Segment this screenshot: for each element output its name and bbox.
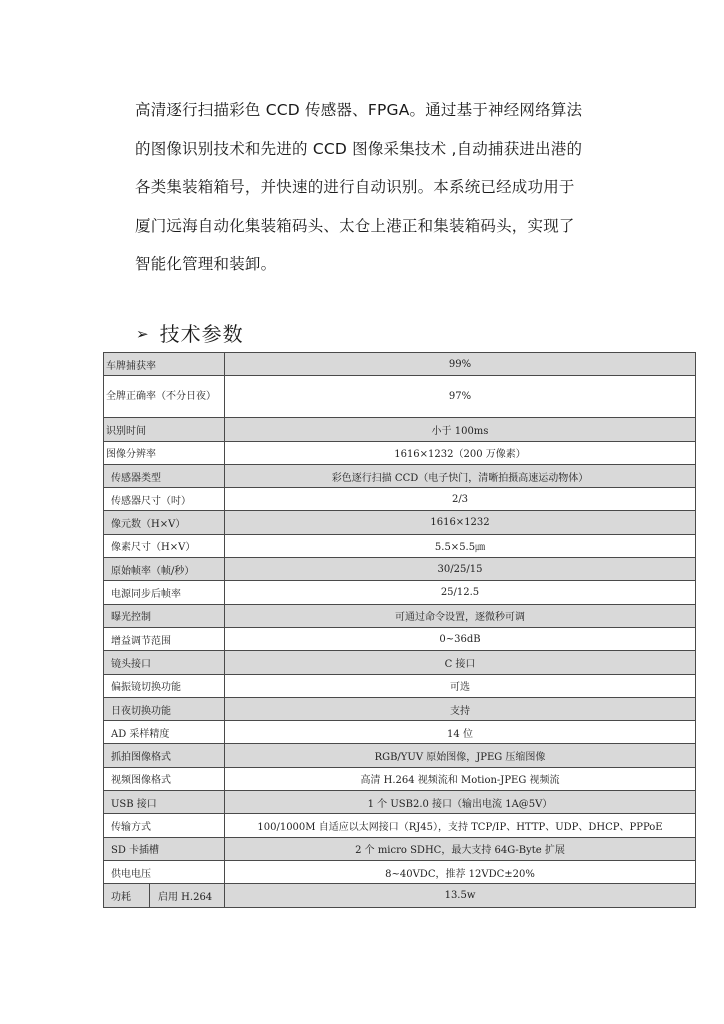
- row-label: 供电电压: [104, 860, 225, 883]
- row-label: 增益调节范围: [104, 627, 225, 650]
- table-row: [104, 558, 696, 581]
- intro-line: 各类集装箱箱号，并快速的进行自动识别。本系统已经成功用于: [135, 178, 575, 196]
- row-value: 可通过命令设置，逐微秒可调: [225, 604, 696, 627]
- row-label: 原始帧率（帧/秒）: [104, 558, 225, 581]
- row-label: 识别时间: [104, 418, 225, 441]
- row-value: 2/3: [225, 488, 696, 511]
- row-label: AD 采样精度: [104, 721, 225, 744]
- row-value: 8~40VDC，推荐 12VDC±20%: [225, 860, 696, 883]
- table-row: [104, 814, 696, 837]
- row-label: 像元数（H×V）: [104, 511, 225, 534]
- row-value: 2 个 micro SDHC，最大支持 64G-Byte 扩展: [225, 837, 696, 860]
- table-row: [104, 604, 696, 627]
- row-label: 像素尺寸（H×V）: [104, 534, 225, 557]
- row-label: 车牌捕获率: [104, 353, 225, 376]
- section-title: 技术参数: [159, 322, 244, 346]
- row-value: 小于 100ms: [225, 418, 696, 441]
- table-row: [104, 767, 696, 790]
- intro-paragraph: [135, 91, 635, 284]
- table-row: [104, 534, 696, 557]
- table-row: [104, 744, 696, 767]
- table-row: [104, 464, 696, 487]
- spec-table: [103, 352, 696, 908]
- row-label: 偏振镜切换功能: [104, 674, 225, 697]
- row-value: 可选: [225, 674, 696, 697]
- row-sublabel: 启用 H.264: [150, 884, 225, 907]
- row-label: 电源同步后帧率: [104, 581, 225, 604]
- row-value: 25/12.5: [225, 581, 696, 604]
- row-value: 1616×1232: [225, 511, 696, 534]
- row-label: 传感器尺寸（吋）: [104, 488, 225, 511]
- table-row: [104, 884, 696, 907]
- table-row: [104, 651, 696, 674]
- row-label: 抓拍图像格式: [104, 744, 225, 767]
- row-value: 支持: [225, 697, 696, 720]
- row-label: 日夜切换功能: [104, 697, 225, 720]
- row-value: 高清 H.264 视频流和 Motion-JPEG 视频流: [225, 767, 696, 790]
- row-label: 镜头接口: [104, 651, 225, 674]
- row-value: 30/25/15: [225, 558, 696, 581]
- table-row: [104, 627, 696, 650]
- row-label: 视频图像格式: [104, 767, 225, 790]
- table-row: [104, 353, 696, 376]
- row-label: SD 卡插槽: [104, 837, 225, 860]
- table-row: [104, 441, 696, 464]
- row-label: 传输方式: [104, 814, 225, 837]
- row-label: USB 接口: [104, 791, 225, 814]
- row-value: 14 位: [225, 721, 696, 744]
- table-row: [104, 674, 696, 697]
- row-label: 全牌正确率（不分日夜）: [104, 376, 225, 418]
- row-value: 0~36dB: [225, 627, 696, 650]
- row-label: 传感器类型: [104, 464, 225, 487]
- section-heading: [136, 318, 244, 352]
- row-value: RGB/YUV 原始图像，JPEG 压缩图像: [225, 744, 696, 767]
- intro-line: 厦门远海自动化集装箱码头、太仓上港正和集装箱码头，实现了: [135, 216, 575, 235]
- row-value: 1616×1232（200 万像素）: [225, 441, 696, 464]
- row-label: 曝光控制: [104, 604, 225, 627]
- intro-line: 的图像识别技术和先进的 CCD 图像采集技术 ,自动捕获进出港的: [135, 139, 583, 158]
- row-label: 图像分辨率: [104, 441, 225, 464]
- intro-line: 智能化管理和装卸。: [135, 255, 277, 273]
- row-value: 彩色逐行扫描 CCD（电子快门，清晰拍摄高速运动物体）: [225, 464, 696, 487]
- table-row: [104, 837, 696, 860]
- row-value: 13.5w: [225, 884, 696, 907]
- table-row: [104, 488, 696, 511]
- row-value: 1 个 USB2.0 接口（输出电流 1A@5V）: [225, 791, 696, 814]
- table-row: [104, 697, 696, 720]
- arrow-bullet-icon: ➢: [136, 325, 150, 343]
- table-row: [104, 721, 696, 744]
- row-value: 100/1000M 自适应以太网接口（RJ45），支持 TCP/IP、HTTP、UDP、DHCP、PPPoE: [225, 814, 696, 837]
- row-value: C 接口: [225, 651, 696, 674]
- row-label: 功耗: [104, 884, 150, 907]
- row-value: 97%: [225, 376, 696, 418]
- row-value: 5.5×5.5㎛: [225, 534, 696, 557]
- row-value: 99%: [225, 353, 696, 376]
- table-row: [104, 860, 696, 883]
- table-row: [104, 376, 696, 418]
- table-row: [104, 581, 696, 604]
- table-row: [104, 418, 696, 441]
- table-row: [104, 511, 696, 534]
- intro-line: 高清逐行扫描彩色 CCD 传感器、FPGA。通过基于神经网络算法: [135, 101, 583, 119]
- table-row: [104, 791, 696, 814]
